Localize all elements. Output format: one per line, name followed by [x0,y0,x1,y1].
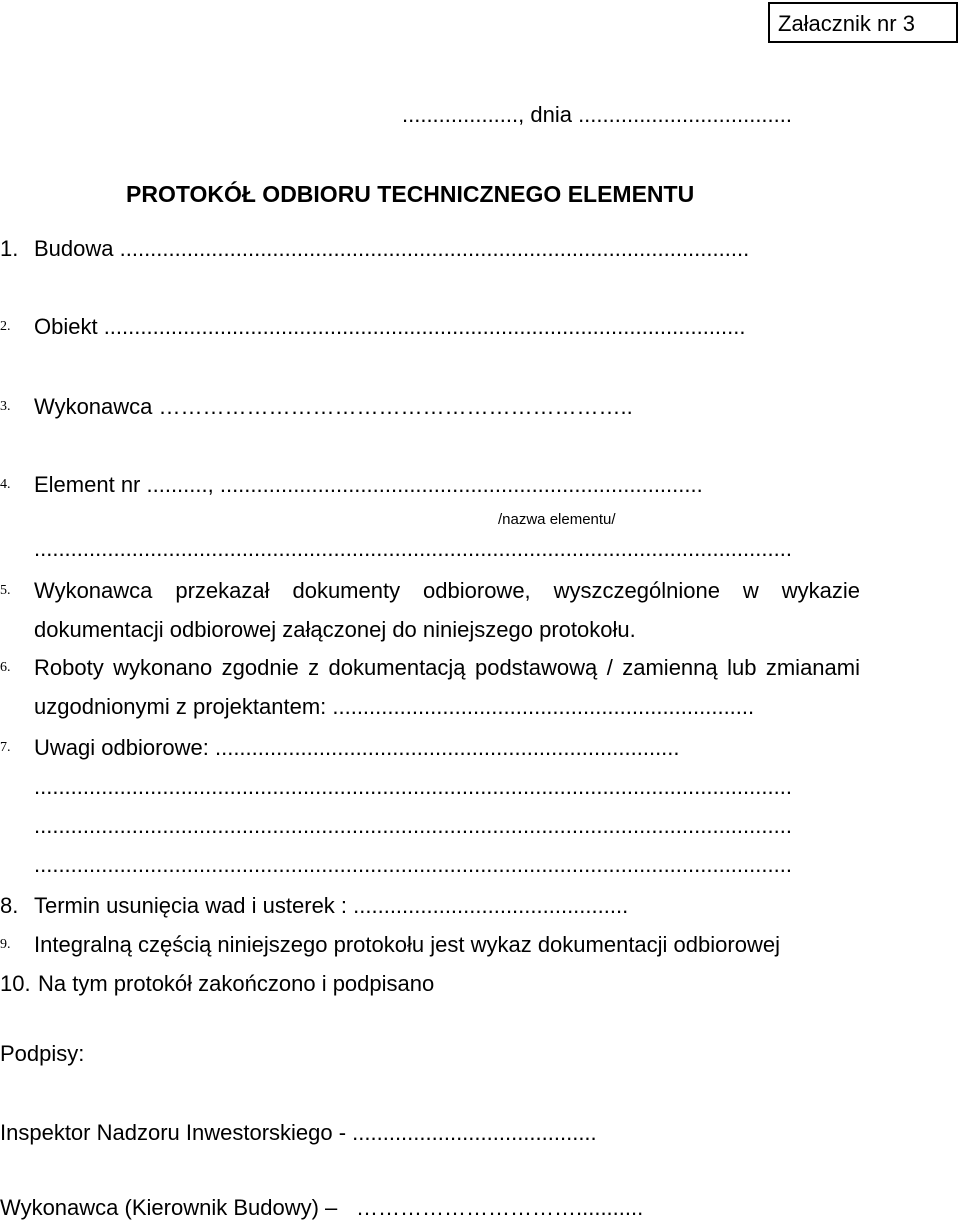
item-closing: Na tym protokół zakończono i podpisano [38,971,435,996]
element-continuation-line: ............................................................................................................................ [34,536,792,561]
item-number: 6. [0,660,11,675]
attachment-label: Załacznik nr 3 [768,2,958,43]
remarks-line: ............................................................................................................................ [34,774,792,799]
item-number: 5. [0,583,11,598]
item-number: 2. [0,319,11,334]
document-title: PROTOKÓŁ ODBIORU TECHNICZNEGO ELEMENTU [126,181,695,207]
item-number: 3. [0,399,11,414]
item-documents-line2: dokumentacji odbiorowej załączonej do niniejszego protokołu. [34,617,636,642]
inspector-signature-line: Inspektor Nadzoru Inwestorskiego - ........................................ [0,1120,597,1145]
remarks-line: ............................................................................................................................ [34,852,792,877]
contractor-signature-label: Wykonawca (Kierownik Budowy) – [0,1195,338,1220]
item-number: 9. [0,937,11,952]
item-works-line2: uzgodnionymi z projektantem: ..................................................................... [34,694,755,719]
item-defects-deadline: Termin usunięcia wad i usterek : ............................................. [34,893,629,918]
element-name-caption: /nazwa elementu/ [498,511,616,528]
item-element: Element nr .........., ............................................................................... [34,472,703,497]
item-contractor: Wykonawca ……………………………………………………….. [34,394,633,419]
date-line: ..................., dnia ................................... [402,102,792,127]
item-works-line1: Roboty wykonano zgodnie z dokumentacją podstawową / zamienną lub zmianami [34,655,860,680]
item-number: 7. [0,740,11,755]
item-documents-line1: Wykonawca przekazał dokumenty odbiorowe, wyszczególnione w wykazie [34,578,860,603]
remarks-line: ............................................................................................................................ [34,813,792,838]
signatures-heading: Podpisy: [0,1041,85,1066]
item-number: 4. [0,477,11,492]
contractor-signature-line: …………………………........... [356,1195,644,1220]
item-integral-part: Integralną częścią niniejszego protokołu jest wykaz dokumentacji odbiorowej [34,932,780,957]
item-object: Obiekt ......................................................................................................... [34,314,746,339]
item-number: 8. [0,893,19,918]
item-number: 1. [0,236,19,261]
item-construction: Budowa ....................................................................................................... [34,236,750,261]
item-number: 10. [0,971,31,996]
item-remarks: Uwagi odbiorowe: ............................................................................ [34,735,680,760]
